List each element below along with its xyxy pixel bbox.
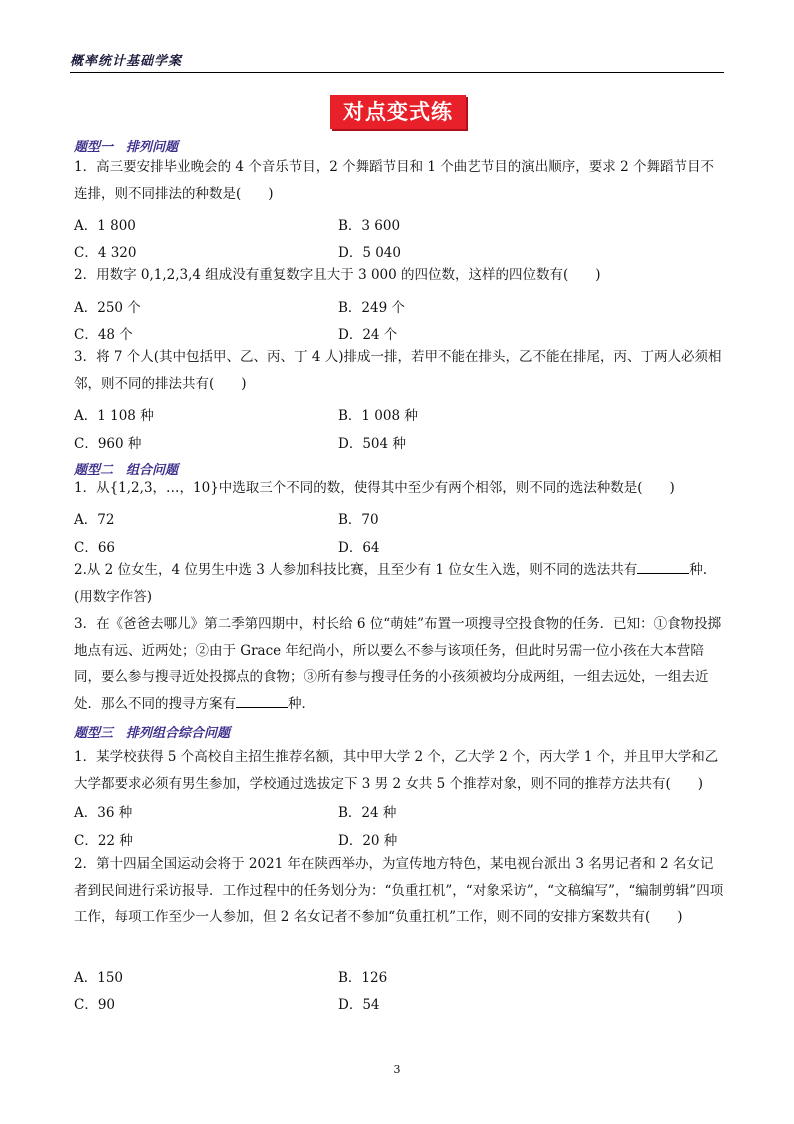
header-title: 概率统计基础学案: [70, 54, 183, 69]
option-a: A．36 种: [74, 805, 133, 821]
page-number: 3: [393, 1063, 401, 1076]
option-c: C．48 个: [74, 327, 133, 343]
question-3-1: 1．某学校获得 5 个高校自主招生推荐名额，其中甲大学 2 个，乙大学 2 个，丙大学 1 个，并且甲大学和乙大学都要求必须有男生参加，学校通过选拔定下 3 男 2 女共 5 个推荐对象，则不同的推荐方法共有( ): [74, 749, 719, 792]
option-a: A．1 108 种: [74, 408, 154, 424]
option-b: B．24 种: [338, 805, 397, 821]
topic-heading-1: 题型一 排列问题: [74, 140, 179, 155]
question-text: 种．: [288, 695, 315, 712]
answer-blank[interactable]: [637, 559, 689, 574]
question-2-1: 1．从{1,2,3，…，10}中选取三个不同的数，使得其中至少有两个相邻，则不同的选法种数是( ): [74, 480, 675, 496]
question-2-3: [74, 611, 724, 717]
option-d: D．5 040: [338, 245, 401, 261]
option-a: A．72: [74, 512, 115, 528]
option-c: C．90: [74, 997, 116, 1013]
question-1-3: 3．将 7 个人(其中包括甲、乙、丙、丁 4 人)排成一排，若甲不能在排头，乙不能在排尾，丙、丁两人必须相邻，则不同的排法共有( ): [74, 349, 722, 392]
option-d: D．24 个: [338, 327, 398, 343]
topic-heading-3: 题型三 排列组合综合问题: [74, 726, 231, 741]
option-b: B．3 600: [338, 218, 401, 234]
answer-blank[interactable]: [236, 693, 288, 708]
option-d: D．20 种: [338, 833, 398, 849]
question-text: 3．在《爸爸去哪儿》第二季第四期中，村长给 6 位“萌娃”布置一项搜寻空投食物的任务．已知：①食物投掷地点有远、近两处；②由于 Grace 年纪尚小，所以要么不参与该项任务，但此时另需一位小孩在大本营陪同，要么参与搜寻近处投掷点的食物；③所有参与搜寻任务的小孩须被均分成两组，一组去远处，一组去近处．那么不同的搜寻方案有: [74, 616, 722, 712]
option-a: A．1 800: [74, 218, 136, 234]
question-text: 种.(用数字作答): [74, 562, 708, 605]
option-d: D．504 种: [338, 436, 406, 452]
option-c: C．960 种: [74, 436, 142, 452]
option-a: A．150: [74, 970, 124, 986]
option-c: C．66: [74, 540, 116, 556]
topic-heading-2: 题型二 组合问题: [74, 463, 179, 478]
question-1-2: 2．用数字 0,1,2,3,4 组成没有重复数字且大于 3 000 的四位数，这样的四位数有( ): [74, 267, 601, 283]
option-a: A．250 个: [74, 300, 141, 316]
option-c: C．22 种: [74, 833, 133, 849]
question-3-2: 2．第十四届全国运动会将于 2021 年在陕西举办，为宣传地方特色，某电视台派出 3 名男记者和 2 名女记者到民间进行采访报导．工作过程中的任务划分为：“负重扛机”，“对象采访”，“文稿编写”，“编制剪辑”四项工作，每项工作至少一人参加，但 2 名女记者不参加“负重扛机”工作，则不同的安排方案数共有( ): [74, 856, 724, 925]
option-b: B．1 008 种: [338, 408, 418, 424]
option-b: B．126: [338, 970, 388, 986]
section-banner: 对点变式练: [330, 95, 466, 129]
option-b: B．70: [338, 512, 379, 528]
option-d: D．64: [338, 540, 380, 556]
option-b: B．249 个: [338, 300, 405, 316]
header-divider: [70, 72, 724, 73]
question-2-2: [74, 557, 724, 610]
question-1-1: 1．高三要安排毕业晚会的 4 个音乐节目，2 个舞蹈节目和 1 个曲艺节目的演出顺序，要求 2 个舞蹈节目不连排，则不同排法的种数是( ): [74, 159, 714, 202]
option-d: D．54: [338, 997, 380, 1013]
question-text: 2.从 2 位女生，4 位男生中选 3 人参加科技比赛，且至少有 1 位女生入选，则不同的选法共有: [74, 562, 638, 578]
option-c: C．4 320: [74, 245, 137, 261]
